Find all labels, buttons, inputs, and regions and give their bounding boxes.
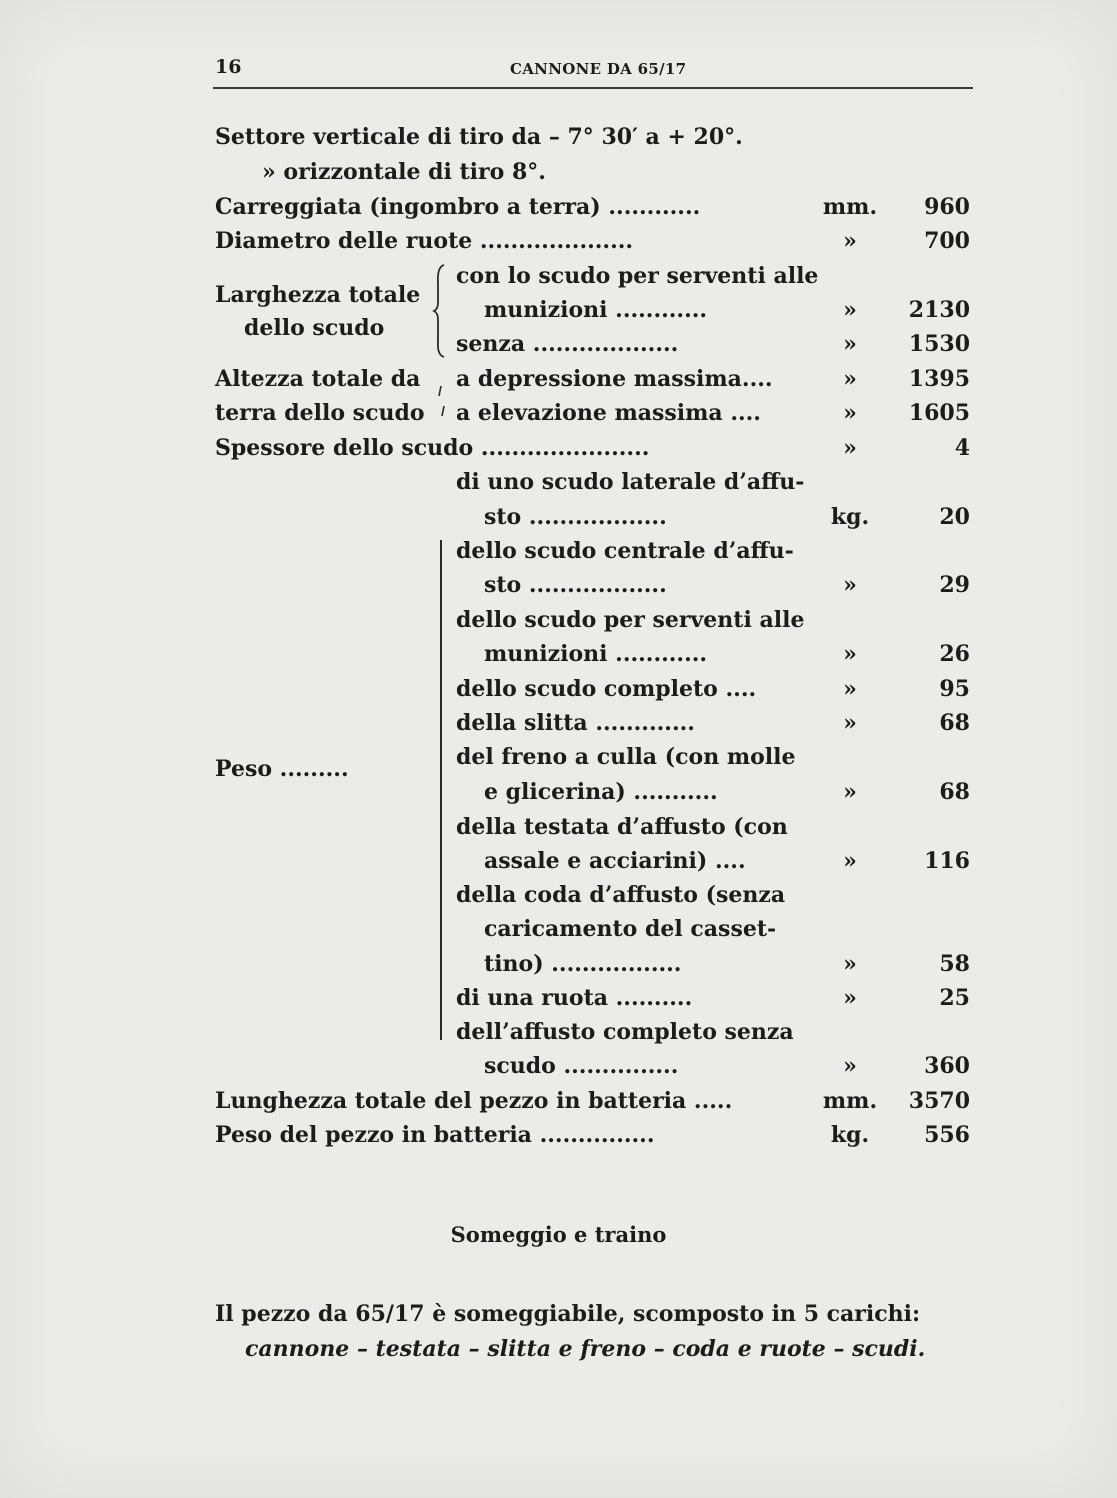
peso-1-unit: kg. bbox=[830, 504, 870, 530]
senza-value: 1530 bbox=[908, 331, 970, 357]
peso-6-value: 68 bbox=[939, 779, 970, 805]
peso-8-unit: » bbox=[843, 951, 857, 977]
peso-7-unit: » bbox=[843, 848, 857, 874]
carreggiata-label: Carreggiata (ingombro a terra) ............ bbox=[215, 194, 701, 220]
peso-8-value: 58 bbox=[939, 951, 970, 977]
depressione-label: a depressione massima.... bbox=[456, 366, 773, 392]
section-paragraph-line-1: Il pezzo da 65/17 è someggiabile, scomposto in 5 carichi: bbox=[215, 1301, 921, 1327]
peso-3-value: 26 bbox=[939, 641, 970, 667]
peso-7-label-b: assale e acciarini) .... bbox=[484, 848, 746, 874]
larghezza-label-1: Larghezza totale bbox=[215, 282, 421, 308]
peso-batteria-unit: kg. bbox=[830, 1122, 870, 1148]
peso-6-unit: » bbox=[843, 779, 857, 805]
carreggiata-unit: mm. bbox=[822, 194, 878, 220]
peso-3-unit: » bbox=[843, 641, 857, 667]
peso-1-label-b: sto .................. bbox=[484, 504, 667, 530]
elevazione-label: a elevazione massima .... bbox=[456, 400, 761, 426]
section-paragraph-line-2: cannone – testata – slitta e freno – coda e ruote – scudi. bbox=[245, 1336, 926, 1362]
spessore-label: Spessore dello scudo ...................... bbox=[215, 435, 650, 461]
elevazione-unit: » bbox=[843, 400, 857, 426]
diametro-unit: » bbox=[843, 228, 857, 254]
peso-5-label: della slitta ............. bbox=[456, 710, 695, 736]
altezza-label-2: terra dello scudo bbox=[215, 400, 425, 426]
peso-8-label-b: caricamento del casset- bbox=[484, 916, 777, 942]
peso-7-label-a: della testata d’affusto (con bbox=[456, 814, 788, 840]
settore-verticale-line: Settore verticale di tiro da – 7° 30′ a + 20°. bbox=[215, 124, 743, 150]
peso-2-label-b: sto .................. bbox=[484, 572, 667, 598]
peso-label: Peso ......... bbox=[215, 756, 349, 782]
altezza-label-1: Altezza totale da bbox=[215, 366, 421, 392]
diametro-label: Diametro delle ruote .................... bbox=[215, 228, 634, 254]
lunghezza-unit: mm. bbox=[822, 1088, 878, 1114]
peso-8-label-a: della coda d’affusto (senza bbox=[456, 882, 786, 908]
lunghezza-label: Lunghezza totale del pezzo in batteria ..... bbox=[215, 1088, 733, 1114]
section-title: Someggio e traino bbox=[450, 1222, 667, 1247]
diametro-value: 700 bbox=[924, 228, 970, 254]
peso-brace bbox=[440, 540, 442, 1040]
lunghezza-value: 3570 bbox=[908, 1088, 970, 1114]
header-rule bbox=[213, 87, 973, 89]
peso-batteria-value: 556 bbox=[924, 1122, 970, 1148]
peso-10-unit: » bbox=[843, 1053, 857, 1079]
peso-1-value: 20 bbox=[939, 504, 970, 530]
peso-2-unit: » bbox=[843, 572, 857, 598]
altezza-brace bbox=[436, 372, 448, 428]
peso-2-value: 29 bbox=[939, 572, 970, 598]
peso-2-label-a: dello scudo centrale d’affu- bbox=[456, 538, 794, 564]
carreggiata-value: 960 bbox=[924, 194, 970, 220]
peso-4-label: dello scudo completo .... bbox=[456, 676, 757, 702]
peso-5-value: 68 bbox=[939, 710, 970, 736]
peso-4-unit: » bbox=[843, 676, 857, 702]
peso-batteria-label: Peso del pezzo in batteria ............... bbox=[215, 1122, 655, 1148]
senza-label: senza ................... bbox=[456, 331, 679, 357]
peso-8-label-c: tino) ................. bbox=[484, 951, 682, 977]
peso-3-label-a: dello scudo per serventi alle bbox=[456, 607, 805, 633]
peso-9-unit: » bbox=[843, 985, 857, 1011]
senza-unit: » bbox=[843, 331, 857, 357]
peso-9-label: di una ruota .......... bbox=[456, 985, 693, 1011]
settore-orizzontale-line: » orizzontale di tiro 8°. bbox=[262, 159, 546, 185]
depressione-unit: » bbox=[843, 366, 857, 392]
peso-7-value: 116 bbox=[924, 848, 970, 874]
con-lo-scudo-line: con lo scudo per serventi alle bbox=[456, 263, 819, 289]
peso-1-label-a: di uno scudo laterale d’affu- bbox=[456, 469, 805, 495]
peso-10-label-a: dell’affusto completo senza bbox=[456, 1019, 794, 1045]
spessore-unit: » bbox=[843, 435, 857, 461]
peso-3-label-b: munizioni ............ bbox=[484, 641, 708, 667]
larghezza-label-2: dello scudo bbox=[244, 315, 385, 341]
munizioni-unit: » bbox=[843, 297, 857, 323]
munizioni-value: 2130 bbox=[908, 297, 970, 323]
peso-5-unit: » bbox=[843, 710, 857, 736]
peso-6-label-a: del freno a culla (con molle bbox=[456, 744, 796, 770]
elevazione-value: 1605 bbox=[908, 400, 970, 426]
running-title: CANNONE DA 65/17 bbox=[510, 60, 687, 78]
peso-10-value: 360 bbox=[924, 1053, 970, 1079]
peso-10-label-b: scudo ............... bbox=[484, 1053, 679, 1079]
depressione-value: 1395 bbox=[908, 366, 970, 392]
page-number: 16 bbox=[215, 56, 242, 78]
peso-9-value: 25 bbox=[939, 985, 970, 1011]
peso-6-label-b: e glicerina) ........... bbox=[484, 779, 718, 805]
larghezza-brace bbox=[432, 263, 448, 359]
spessore-value: 4 bbox=[954, 435, 970, 461]
munizioni-label: munizioni ............ bbox=[484, 297, 708, 323]
peso-4-value: 95 bbox=[939, 676, 970, 702]
